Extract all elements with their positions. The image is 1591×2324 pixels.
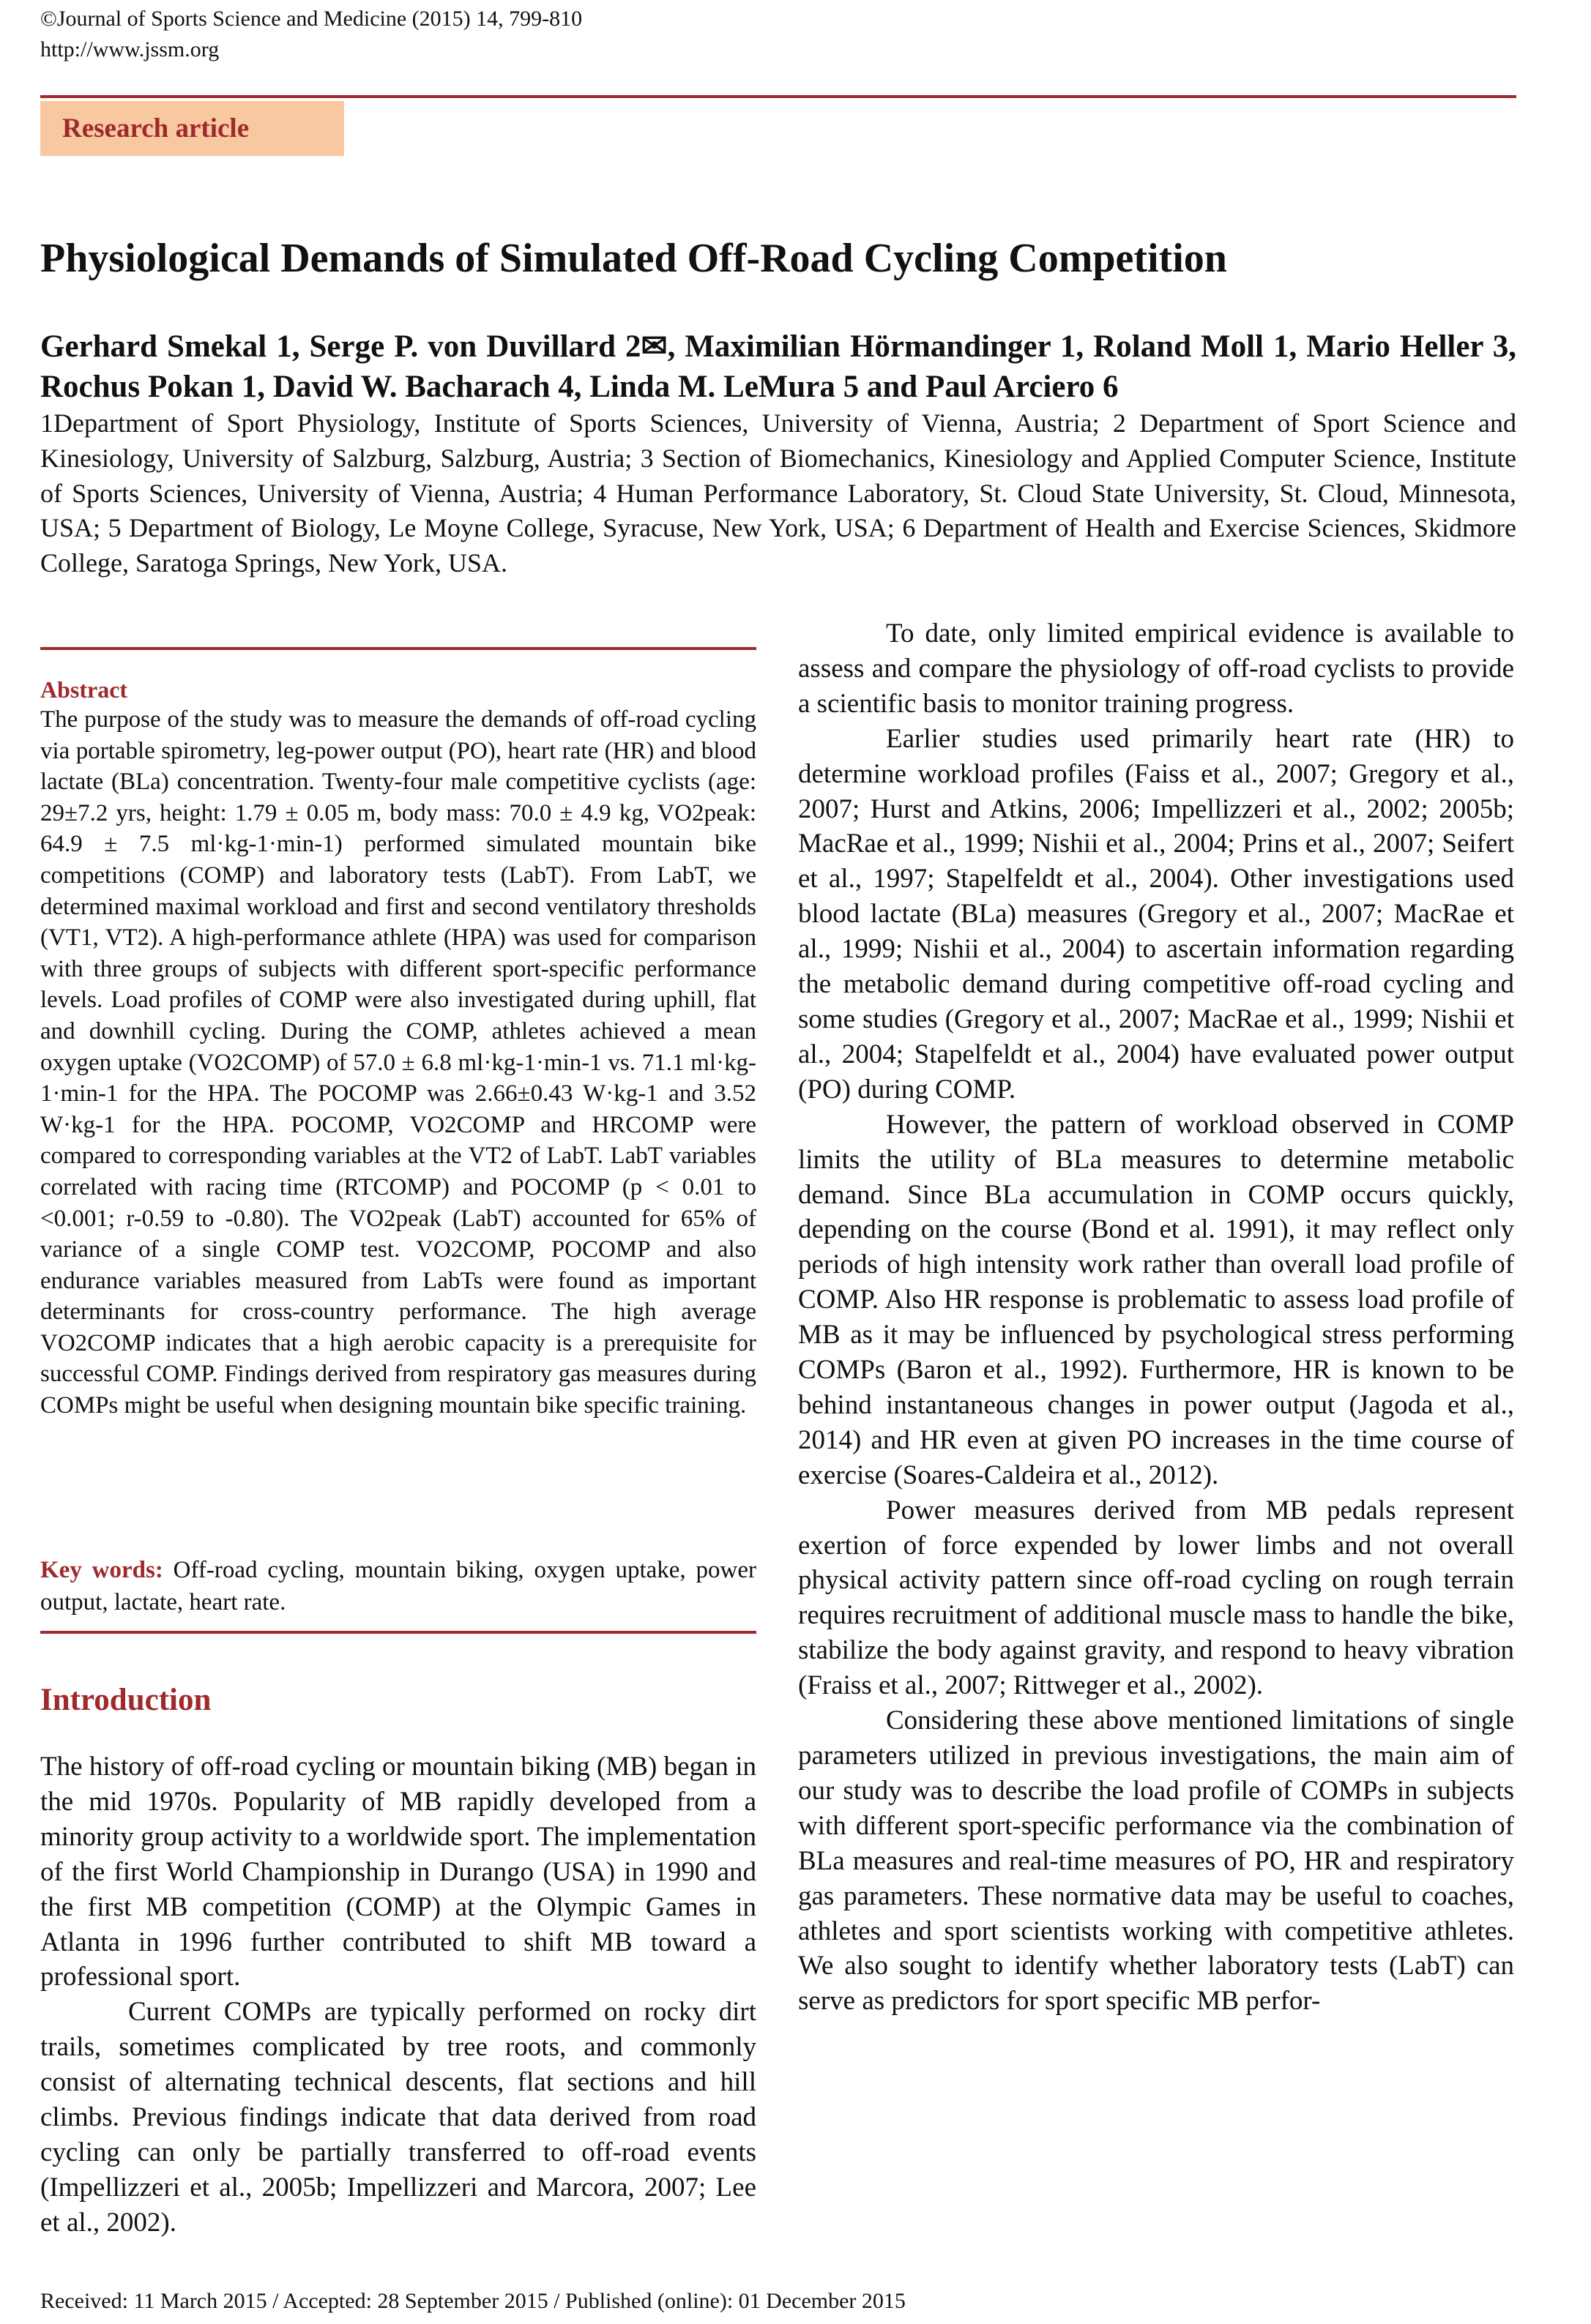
- right-paragraph-5: Considering these above mentioned limitations of single parameters utilized in previous investigations, the main aim of our study was to describe the load profile of COMPs in subjects with different sport-specific performance via the combination of BLa measures and real-time measures of PO, HR and respiratory gas parameters. These normative data may be useful to coaches, athletes and sport scientists working with competitive athletes. We also sought to identify whether laboratory tests (LabT) can serve as predictors for sport specific MB perfor-: [798, 1705, 1514, 2017]
- keywords-label: Key words:: [40, 1557, 163, 1583]
- keywords-text: Off-road cycling, mountain biking, oxygen uptake, power output, lactate, heart rate.: [40, 1557, 756, 1615]
- author-list: Gerhard Smekal 1, Serge P. von Duvillard 2✉, Maximilian Hörmandinger 1, Roland Moll 1, Mario Heller 3, Rochus Pokan 1, David W. Bacharach 4, Linda M. LeMura 5 and Paul Arciero 6: [40, 329, 1516, 404]
- abstract-top-rule: [40, 647, 756, 650]
- received-dates: Received: 11 March 2015 / Accepted: 28 September 2015 / Published (online): 01 December 2015: [40, 2289, 906, 2313]
- paper-title: Physiological Demands of Simulated Off-Road Cycling Competition: [40, 236, 1227, 281]
- abstract-heading: Abstract: [40, 676, 128, 703]
- abstract-body: The purpose of the study was to measure the demands of off-road cycling via portable spirometry, leg-power output (PO), heart rate (HR) and blood lactate (BLa) concentration. Twenty-four male competitive cyclists (age: 29±7.2 yrs, height: 1.79 ± 0.05 m, body mass: 70.0 ± 4.9 kg, VO2peak: 64.9 ± 7.5 ml·kg-1·min-1) performed simulated mountain bike competitions (COMP) and laboratory tests (LabT). From LabT, we determined maximal workload and first and second ventilatory thresholds (VT1, VT2). A high-performance athlete (HPA) was used for comparison with three groups of subjects with different sport-specific performance levels. Load profiles of COMP were also investigated during uphill, flat and downhill cycling. During the COMP, athletes achieved a mean oxygen uptake (VO2COMP) of 57.0 ± 6.8 ml·kg-1·min-1 vs. 71.1 ml·kg-1·min-1 for the HPA. The POCOMP was 2.66±0.43 W·kg-1 and 3.52 W·kg-1 for the HPA. POCOMP, VO2COMP and HRCOMP were compared to corresponding variables at the VT2 of LabT. LabT variables correlated with racing time (RTCOMP) and POCOMP (p < 0.01 to <0.001; r-0.59 to -0.80). The VO2peak (LabT) accounted for 65% of variance of a single COMP test. VO2COMP, POCOMP and also endurance variables measured from LabTs were found as important determinants for cross-country performance. The high average VO2COMP indicates that a high aerobic capacity is a prerequisite for successful COMP. Findings derived from respiratory gas measures during COMPs might be useful when designing mountain bike specific training.: [40, 706, 756, 1419]
- introduction-heading: Introduction: [40, 1683, 212, 1717]
- affiliations: 1Department of Sport Physiology, Institute of Sports Sciences, University of Vienna, Austria; 2 Department of Sport Science and Kinesiology, University of Salzburg, Salzburg, Austria; 3 Section of Biomechanics, Kinesiology and Applied Computer Science, Institute of Sports Sciences, University of Vienna, Austria; 4 Human Performance Laboratory, St. Cloud State University, St. Cloud, Minnesota, USA; 5 Department of Biology, Le Moyne College, Syracuse, New York, USA; 6 Department of Health and Exercise Sciences, Skidmore College, Saratoga Springs, New York, USA.: [40, 408, 1516, 578]
- intro-paragraph-2: Current COMPs are typically performed on rocky dirt trails, sometimes complicated by tree roots, and commonly consist of alternating technical descents, flat sections and hill climbs. Previous findings indicate that data derived from road cycling can only be partially transferred to off-road events (Impellizzeri et al., 2005b; Impellizzeri and Marcora, 2007; Lee et al., 2002).: [40, 1997, 756, 2238]
- right-paragraph-3: However, the pattern of workload observed in COMP limits the utility of BLa measures to determine metabolic demand. Since BLa accumulation in COMP occurs quickly, depending on the course (Bond et al. 1991), it may reflect only periods of high intensity work rather than overall load profile of COMP. Also HR response is problematic to assess load profile of MB as it may be influenced by psychological stress performing COMPs (Baron et al., 1992). Furthermore, HR is known to be behind instantaneous changes in power output (Jagoda et al., 2014) and HR even at given PO increases in the time course of exercise (Soares-Caldeira et al., 2012).: [798, 1109, 1514, 1490]
- right-paragraph-1: To date, only limited empirical evidence is available to assess and compare the physiology of off-road cyclists to provide a scientific basis to monitor training progress.: [798, 619, 1514, 719]
- keywords: [40, 1554, 756, 1618]
- right-paragraph-4: Power measures derived from MB pedals represent exertion of force expended by lower limbs and not overall physical activity pattern since off-road cycling on rough terrain requires recruitment of additional muscle mass to handle the bike, stabilize the body against gravity, and respond to heavy vibration (Fraiss et al., 2007; Rittweger et al., 2002).: [798, 1495, 1514, 1701]
- header-rule: [40, 95, 1516, 98]
- right-column-text: [798, 616, 1514, 2019]
- keywords-bottom-rule: [40, 1631, 756, 1634]
- journal-citation: ©Journal of Sports Science and Medicine (2015) 14, 799-810: [40, 7, 583, 31]
- journal-url[interactable]: http://www.jssm.org: [40, 37, 220, 61]
- introduction-text: [40, 1749, 756, 2241]
- article-type-badge: Research article: [40, 101, 344, 156]
- right-paragraph-2: Earlier studies used primarily heart rate (HR) to determine workload profiles (Faiss et al., 2007; Gregory et al., 2007; Hurst and Atkins, 2006; Impellizzeri et al., 2002; 2005b; MacRae et al., 1999; Nishii et al., 2004; Prins et al., 2007; Seifert et al., 1997; Stapelfeldt et al., 2004). Other investigations used blood lactate (BLa) measures (Gregory et al., 2007; MacRae et al., 1999; Nishii et al., 2004) to ascertain information regarding the metabolic demand during competitive off-road cycling and some studies (Gregory et al., 2007; MacRae et al., 1999; Nishii et al., 2004; Stapelfeldt et al., 2004) have evaluated power output (PO) during COMP.: [798, 723, 1514, 1105]
- intro-paragraph-1: The history of off-road cycling or mountain biking (MB) began in the mid 1970s. Popularity of MB rapidly developed from a minority group activity to a worldwide sport. The implementation of the first World Championship in Durango (USA) in 1990 and the first MB competition (COMP) at the Olympic Games in Atlanta in 1996 further contributed to shift MB toward a professional sport.: [40, 1752, 756, 1992]
